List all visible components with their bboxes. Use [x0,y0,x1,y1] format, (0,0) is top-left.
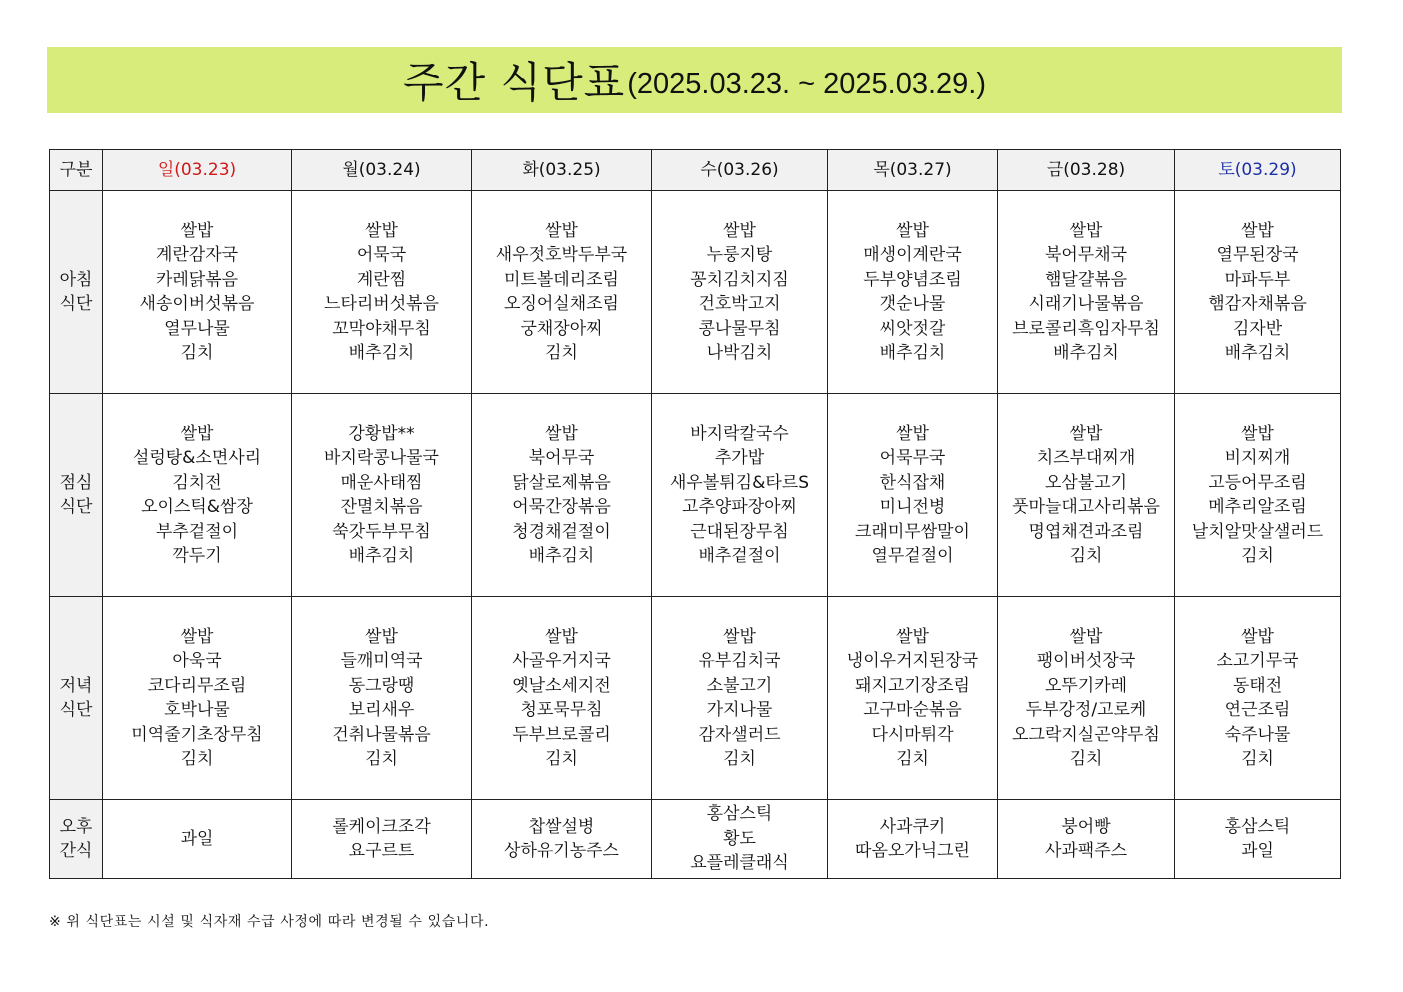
row-label-line: 식단 [59,700,93,720]
menu-item: 쌀밥 [180,423,214,444]
menu-cell [1175,394,1341,597]
menu-item: 냉이우거지된장국 [846,651,979,671]
menu-item: 쑥갓두부무침 [332,521,431,542]
menu-item: 쌀밥 [723,220,756,241]
menu-item: 북어무국 [528,448,595,468]
menu-cell [652,191,828,394]
menu-item: 배추김치 [348,546,415,566]
menu-item: 호박나물 [164,700,230,720]
menu-cell [103,800,292,879]
menu-item: 명엽채견과조림 [1028,521,1144,542]
menu-item: 쌀밥 [1241,626,1274,647]
menu-item: 오뚜기카레 [1044,675,1128,696]
menu-item: 매생이계란국 [863,245,962,265]
menu-item: 감자샐러드 [698,724,781,745]
menu-item: 가지나물 [706,700,773,720]
row-label [50,191,103,394]
menu-item: 김자반 [1232,318,1283,339]
menu-item: 소불고기 [706,675,773,696]
row-label [50,394,103,597]
menu-item: 롤케이크조각 [332,816,431,837]
menu-cell [292,597,472,800]
menu-cell [828,394,998,597]
row-label [50,800,103,879]
day-header: 금(03.28) [998,150,1175,191]
menu-cell [472,800,652,879]
menu-item: 붕어빵 [1061,816,1111,837]
menu-item: 크래미무쌈말이 [855,521,970,542]
menu-item: 동그랑땡 [348,675,415,696]
menu-item: 미트볼데리조림 [504,269,619,290]
menu-item: 누룽지탕 [706,245,773,265]
menu-item: 청포묵무침 [520,700,603,720]
menu-item: 과일 [1241,841,1274,861]
menu-item: 쌀밥 [896,220,929,241]
row-label-line: 아침 [59,270,93,290]
menu-cell [292,394,472,597]
menu-item: 배추김치 [528,546,595,566]
menu-cell [998,597,1175,800]
menu-item: 강황밥** [348,423,415,444]
menu-item: 연근조림 [1224,700,1291,720]
menu-cell [998,800,1175,879]
menu-item: 느타리버섯볶음 [324,294,439,314]
menu-item: 김치 [180,749,214,769]
menu-item: 바지락칼국수 [690,423,789,444]
menu-cell [1175,597,1341,800]
menu-item: 아욱국 [172,651,222,671]
menu-item: 브로콜리흑임자무침 [1012,318,1160,339]
menu-item: 두부강정/고로케 [1025,700,1147,720]
menu-cell [1175,800,1341,879]
menu-item: 오그락지실곤약무침 [1012,724,1160,745]
menu-item: 오이스틱&쌈장 [141,497,253,517]
menu-item: 김치 [1241,546,1274,566]
menu-item: 유부김치국 [698,651,781,671]
menu-item: 닭살로제볶음 [512,472,611,493]
menu-item: 사과쿠키 [879,816,946,837]
menu-cell [652,800,828,879]
menu-item: 쌀밥 [1069,626,1103,647]
menu-item: 사과팩주스 [1044,841,1128,861]
menu-item: 카레닭볶음 [155,269,239,290]
menu-item: 고구마순볶음 [863,700,962,720]
menu-item: 청경채겉절이 [512,521,611,542]
menu-item: 꽁치김치지짐 [690,269,789,290]
header-row [50,150,1341,191]
menu-item: 쌀밥 [896,626,929,647]
menu-item: 북어무채국 [1044,245,1128,265]
menu-item: 궁채장아찌 [520,318,603,339]
menu-cell [292,800,472,879]
menu-item: 풋마늘대고사리볶음 [1012,497,1160,517]
menu-item: 찹쌀설병 [528,816,595,837]
menu-item: 홍삼스틱 [1224,816,1291,837]
menu-item: 김치 [545,343,578,363]
menu-item: 과일 [180,828,214,849]
menu-cell [472,394,652,597]
menu-item: 열무나물 [164,318,230,339]
menu-item: 씨앗젓갈 [879,318,946,339]
menu-item: 쌀밥 [1241,423,1274,444]
footnote: ※ 위 식단표는 시설 및 식자재 수급 사정에 따라 변경될 수 있습니다. [49,914,490,930]
menu-item: 김치 [180,343,214,363]
menu-item: 김치 [545,749,578,769]
menu-item: 다시마튀각 [871,724,954,745]
snack-row [50,800,1341,879]
menu-item: 배추김치 [1053,343,1119,363]
row-label-line: 오후 [59,817,93,837]
dinner-row [50,597,1341,800]
menu-item: 고등어무조림 [1208,472,1307,493]
day-header: 일(03.23) [103,150,292,191]
menu-item: 김치 [1241,749,1274,769]
menu-cell [292,191,472,394]
menu-item: 햄감자채볶음 [1208,294,1307,314]
menu-item: 배추겉절이 [698,546,781,566]
menu-item: 코다리무조림 [147,675,247,696]
menu-item: 김치 [365,749,398,769]
menu-item: 잔멸치볶음 [340,497,423,517]
menu-item: 추가밥 [714,448,765,468]
menu-cell [828,597,998,800]
menu-item: 오징어실채조림 [504,294,619,314]
menu-item: 상하유기농주스 [504,841,619,861]
title-banner [47,47,1342,113]
menu-item: 요구르트 [348,841,415,861]
menu-item: 열무된장국 [1216,245,1299,265]
menu-item: 미역줄기초장무침 [131,724,263,745]
menu-item: 새송이버섯볶음 [139,294,255,314]
row-label-line: 간식 [59,841,93,861]
menu-cell [103,191,292,394]
day-header: 토(03.29) [1175,150,1341,191]
menu-item: 근대된장무침 [690,521,789,542]
category-header: 구분 [50,150,103,191]
date-range: (2025.03.23. ~ 2025.03.29.) [627,67,986,100]
menu-item: 나박김치 [706,343,773,363]
menu-item: 배추김치 [1224,343,1291,363]
menu-item: 배추김치 [348,343,415,363]
menu-item: 김치 [723,749,756,769]
menu-cell [998,191,1175,394]
lunch-row [50,394,1341,597]
menu-item: 어묵무국 [879,448,946,468]
menu-item: 콩나물무침 [698,318,781,339]
menu-item: 새우젓호박두부국 [495,245,628,265]
menu-item: 쌀밥 [180,220,214,241]
menu-cell [103,597,292,800]
menu-item: 보리새우 [348,700,415,720]
row-label-line: 식단 [59,294,93,314]
menu-item: 오삼불고기 [1044,472,1128,493]
menu-item: 메추리알조림 [1208,497,1307,517]
menu-item: 두부양념조림 [863,269,962,290]
row-label-line: 저녁 [59,676,93,696]
menu-item: 쌀밥 [1069,220,1103,241]
menu-item: 쌀밥 [545,626,578,647]
menu-item: 열무겉절이 [871,546,954,566]
menu-cell [472,597,652,800]
menu-cell [103,394,292,597]
day-header: 월(03.24) [292,150,472,191]
menu-item: 쌀밥 [365,220,398,241]
menu-item: 소고기무국 [1216,651,1299,671]
day-header: 화(03.25) [472,150,652,191]
menu-item: 고추양파장아찌 [682,497,797,517]
menu-item: 들깨미역국 [340,651,423,671]
day-header: 목(03.27) [828,150,998,191]
menu-item: 쌀밥 [545,423,578,444]
menu-item: 김치 [1069,749,1103,769]
menu-item: 김치전 [172,472,222,493]
menu-item: 깍두기 [172,546,222,566]
menu-item: 한식잡채 [879,472,946,493]
menu-item: 꼬막야채무침 [332,318,431,339]
menu-item: 시래기나물볶음 [1028,294,1144,314]
menu-cell [1175,191,1341,394]
menu-item: 돼지고기장조림 [855,675,970,696]
menu-item: 건취나물볶음 [332,724,431,745]
menu-item: 숙주나물 [1224,724,1291,745]
weekly-menu-table [49,149,1341,879]
menu-item: 쌀밥 [1069,423,1103,444]
menu-item: 김치 [896,749,929,769]
menu-item: 햄달걀볶음 [1044,269,1128,290]
row-label-line: 식단 [59,497,93,517]
menu-item: 요플레클래식 [690,853,789,874]
menu-cell [828,800,998,879]
menu-item: 갯순나물 [879,294,946,314]
menu-item: 날치알맛살샐러드 [1191,521,1324,542]
menu-item: 사골우거지국 [512,651,611,671]
menu-item: 치즈부대찌개 [1036,448,1136,468]
breakfast-row [50,191,1341,394]
menu-item: 동태전 [1232,675,1283,696]
menu-item: 쌀밥 [896,423,929,444]
menu-item: 쌀밥 [365,626,398,647]
menu-item: 옛날소세지전 [512,675,611,696]
menu-item: 쌀밥 [1241,220,1274,241]
menu-item: 부추겉절이 [155,521,239,542]
menu-cell [652,394,828,597]
menu-item: 새우볼튀김&타르S [669,472,809,493]
menu-item: 바지락콩나물국 [324,448,439,468]
page-title: 주간 식단표 [403,58,626,107]
row-label-line: 점심 [59,473,93,493]
menu-cell [998,394,1175,597]
menu-item: 비지찌개 [1224,448,1291,468]
menu-item: 쌀밥 [723,626,756,647]
menu-item: 배추김치 [879,343,946,363]
menu-item: 황도 [723,828,756,849]
menu-item: 어묵간장볶음 [512,497,611,517]
menu-item: 팽이버섯장국 [1036,651,1136,671]
menu-item: 어묵국 [356,245,407,265]
menu-item: 두부브로콜리 [512,724,611,745]
menu-item: 설렁탕&소면사리 [132,448,262,468]
menu-item: 마파두부 [1224,269,1291,290]
menu-cell [652,597,828,800]
row-label [50,597,103,800]
menu-item: 쌀밥 [545,220,578,241]
menu-item: 매운사태찜 [340,472,423,493]
menu-item: 미니전병 [879,497,946,517]
menu-item: 따옴오가닉그린 [855,841,970,861]
menu-item: 계란찜 [356,269,407,290]
day-header: 수(03.26) [652,150,828,191]
menu-item: 쌀밥 [180,626,214,647]
menu-item: 건호박고지 [698,294,781,314]
menu-item: 계란감자국 [155,245,239,265]
menu-item: 홍삼스틱 [706,804,773,825]
menu-cell [472,191,652,394]
menu-cell [828,191,998,394]
menu-item: 김치 [1069,546,1103,566]
